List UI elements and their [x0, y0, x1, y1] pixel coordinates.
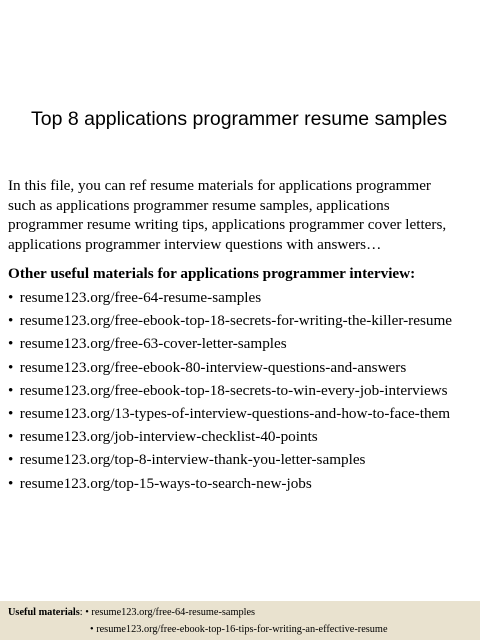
footer-label: Useful materials	[8, 607, 80, 618]
footer-link[interactable]: resume123.org/free-ebook-top-16-tips-for-writing-an-effective-resume	[96, 624, 388, 635]
intro-paragraph	[8, 176, 476, 254]
bullet-icon: •	[8, 451, 14, 469]
bullet-icon: •	[85, 607, 89, 618]
material-link[interactable]: resume123.org/free-ebook-top-18-secrets-to-win-every-job-interviews	[19, 381, 448, 399]
footer-row	[8, 606, 255, 619]
material-link[interactable]: resume123.org/free-ebook-80-interview-questions-and-answers	[19, 358, 407, 376]
list-item	[8, 425, 476, 448]
bullet-icon: •	[90, 624, 94, 635]
list-item	[8, 379, 476, 402]
list-item	[8, 332, 476, 355]
bullet-icon: •	[8, 405, 14, 423]
material-link[interactable]: resume123.org/top-8-interview-thank-you-letter-samples	[19, 451, 366, 469]
list-item	[8, 309, 476, 332]
material-link[interactable]: resume123.org/13-types-of-interview-questions-and-how-to-face-them	[19, 405, 451, 423]
intro-line: In this file, you can ref resume materials for applications programmer	[8, 177, 431, 194]
bullet-icon: •	[8, 335, 14, 353]
footer-bar	[0, 601, 480, 640]
material-link[interactable]: resume123.org/top-15-ways-to-search-new-jobs	[19, 474, 312, 492]
list-item	[8, 472, 476, 495]
intro-line: such as applications programmer resume samples, applications	[8, 196, 390, 214]
list-item	[8, 356, 476, 379]
bullet-icon: •	[8, 428, 14, 446]
bullet-icon: •	[8, 474, 14, 492]
list-item	[8, 402, 476, 425]
section-heading: Other useful materials for applications programmer interview:	[8, 265, 416, 282]
material-link[interactable]: resume123.org/job-interview-checklist-40-points	[19, 428, 318, 446]
materials-link-list	[8, 286, 476, 495]
footer-row	[90, 623, 388, 636]
intro-line: programmer resume writing tips, applications programmer cover letters,	[8, 216, 447, 233]
footer-link[interactable]: resume123.org/free-64-resume-samples	[91, 607, 256, 618]
list-item	[8, 448, 476, 471]
bullet-icon: •	[8, 358, 14, 376]
material-link[interactable]: resume123.org/free-63-cover-letter-samples	[19, 335, 287, 353]
list-item	[8, 286, 476, 309]
page-title: Top 8 applications programmer resume samples	[31, 108, 448, 130]
bullet-icon: •	[8, 381, 14, 399]
material-link[interactable]: resume123.org/free-64-resume-samples	[19, 289, 262, 306]
material-link[interactable]: resume123.org/free-ebook-top-18-secrets-for-writing-the-killer-resume	[19, 312, 453, 330]
bullet-icon: •	[8, 312, 14, 330]
footer-separator: :	[79, 607, 86, 618]
intro-line: applications programmer interview questions with answers…	[8, 235, 382, 253]
bullet-icon: •	[8, 289, 14, 306]
